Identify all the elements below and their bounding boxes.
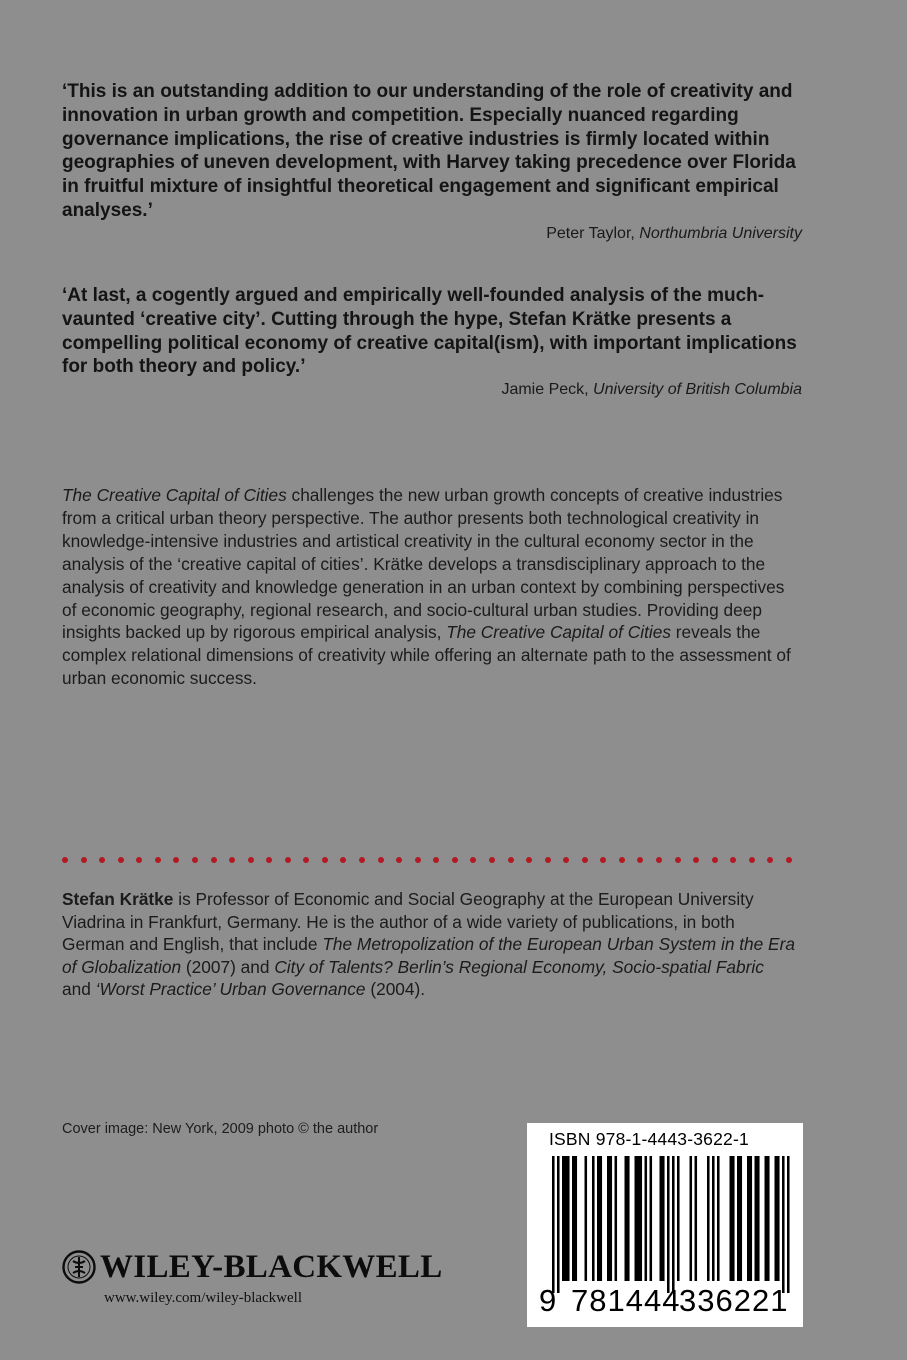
divider-dot (582, 857, 588, 863)
divider-dot (229, 857, 235, 863)
review-quote-1-attribution (62, 223, 802, 245)
divider-dot (545, 857, 551, 863)
isbn-barcode (527, 1123, 803, 1327)
barcode-bar (662, 1156, 665, 1281)
review-quote-2-attribution (62, 379, 802, 401)
barcode-bar (592, 1156, 595, 1281)
barcode-bar (562, 1156, 565, 1281)
barcode-bar (635, 1156, 638, 1281)
divider-dot (322, 857, 328, 863)
divider-dot (675, 857, 681, 863)
divider-dot (452, 857, 458, 863)
barcode-bar (765, 1156, 768, 1281)
author-bio (62, 888, 797, 1001)
barcode-bar (782, 1156, 785, 1293)
review-quote-1-affiliation: Northumbria University (639, 224, 802, 242)
divider-dot (340, 857, 346, 863)
barcode-bar (645, 1156, 648, 1281)
barcode-bar (767, 1156, 770, 1281)
barcode-bar (557, 1156, 560, 1293)
divider-dot (136, 857, 142, 863)
review-quote-2-affiliation: University of British Columbia (593, 381, 802, 399)
barcode-bar (597, 1156, 600, 1281)
review-quote-1-text: ‘This is an outstanding addition to our understanding of the role of creativity and innovation in urban growth and competition. Especially nuanced regarding governance implications, the rise of creative industries is firmly located within geographies of uneven development, with Harvey taking precedence over Florida in fruitful mixture of insightful theoretical engagement and significant empirical analyses.’ (62, 81, 796, 221)
barcode-bar (637, 1156, 640, 1281)
author-name: Stefan Krätke (62, 889, 174, 909)
barcode-bar (607, 1156, 610, 1281)
wiley-emblem-icon (62, 1248, 96, 1286)
divider-dot (248, 857, 254, 863)
author-bio-text-1: is Professor of Economic and Social Geography at the European University Viadrina in Frankfurt, Germany. He is the author of a wide variety of publications, in both German and English, that include (62, 889, 754, 955)
barcode-bar (585, 1156, 588, 1281)
divider-dot (192, 857, 198, 863)
divider-dot (730, 857, 736, 863)
review-quote-1 (62, 80, 802, 245)
author-book-2: City of Talents? Berlin’s Regional Economy, Socio-spatial Fabric (274, 956, 764, 977)
divider-dot (173, 857, 179, 863)
barcode-bar (615, 1156, 618, 1281)
barcode-bar (740, 1156, 743, 1281)
divider-dot (99, 857, 105, 863)
barcode-bar (717, 1156, 720, 1281)
book-title-repeat: The Creative Capital of Cities (446, 622, 671, 643)
review-quote-1-author: Peter Taylor, (546, 224, 635, 242)
author-bio-text-3: and (62, 979, 96, 1000)
barcode-bar (552, 1156, 555, 1293)
barcode-bar (695, 1156, 698, 1281)
divider-dot (211, 857, 217, 863)
book-description-text-2: reveals the complex relational dimensions of creativity while offering an alternate path to the assessment of urban economic success. (62, 622, 791, 689)
divider-dot (303, 857, 309, 863)
publisher-logo (62, 1245, 443, 1289)
divider-dot (285, 857, 291, 863)
barcode-bar (747, 1156, 750, 1281)
barcode-bar (640, 1156, 643, 1281)
divider-dot (637, 857, 643, 863)
barcode-bar (712, 1156, 715, 1281)
divider-dot (600, 857, 606, 863)
divider-dot (359, 857, 365, 863)
book-description-text-1: challenges the new urban growth concepts of creative industries from a critical urban theory perspective. The author presents both technological creativity in knowledge-intensive industries and artistical creativity in the cultural economy sector in the analysis of the ‘creative capital of cities’. Krätke develops a transdisciplinary approach to the analysis of creativity and knowledge generation in an urban context by combining perspectives of economic geography, regional research, and socio-cultural urban studies. Providing deep insights backed up by rigorous empirical analysis, (62, 485, 785, 643)
divider-dot (396, 857, 402, 863)
barcode-digits (527, 1283, 803, 1319)
divider-dot (266, 857, 272, 863)
author-book-2-subtitle: ‘Worst Practice’ Urban Governance (95, 979, 366, 1000)
barcode-bar (757, 1156, 760, 1281)
barcode-bar (750, 1156, 753, 1281)
barcode-bar (567, 1156, 570, 1281)
barcode-bar (565, 1156, 568, 1281)
barcode-lead-digit: 9 (539, 1283, 557, 1318)
divider-dot (619, 857, 625, 863)
barcode-bar (610, 1156, 613, 1281)
divider-dot (62, 857, 68, 863)
divider-dot (489, 857, 495, 863)
barcode-bar (627, 1156, 630, 1281)
barcode-bar (730, 1156, 733, 1281)
book-description (62, 484, 797, 690)
barcode-bar (737, 1156, 740, 1281)
publisher-name: WILEY-BLACKWELL (100, 1248, 443, 1285)
barcode-bar (625, 1156, 628, 1281)
author-bio-text-4: (2004). (365, 979, 426, 1000)
barcode-left-digits: 781444 (571, 1283, 681, 1318)
divider-dot (656, 857, 662, 863)
divider-dot (786, 857, 792, 863)
barcode-bar (667, 1156, 670, 1293)
divider-dot (155, 857, 161, 863)
divider-dot (712, 857, 718, 863)
review-quote-2-text: ‘At last, a cogently argued and empirically well-founded analysis of the much-vaunted ‘creative city’. Cutting through the hype, Stefan Krätke presents a compelling political economy of creative capital(ism), with important implications for both theory and policy.’ (62, 285, 797, 378)
barcode-bar (600, 1156, 603, 1281)
barcode-bar (660, 1156, 663, 1281)
review-quote-2 (62, 284, 802, 401)
barcode-bar (707, 1156, 710, 1281)
divider-dot (470, 857, 476, 863)
barcode-bar (650, 1156, 653, 1281)
barcode-bar (677, 1156, 680, 1281)
divider-dot (118, 857, 124, 863)
barcode-bar (775, 1156, 778, 1281)
book-title: The Creative Capital of Cities (62, 485, 287, 505)
barcode-bar (672, 1156, 675, 1293)
divider-dot (81, 857, 87, 863)
barcode-bar (732, 1156, 735, 1281)
barcode-bar (787, 1156, 790, 1293)
barcode-bar (572, 1156, 575, 1281)
author-bio-text-2: (2007) and (181, 956, 275, 977)
barcode-bar (755, 1156, 758, 1281)
divider-dot (378, 857, 384, 863)
divider-dot (526, 857, 532, 863)
divider-dot (767, 857, 773, 863)
barcode-bar (777, 1156, 780, 1281)
divider-dot (749, 857, 755, 863)
barcode-bar (690, 1156, 693, 1281)
divider-dot (415, 857, 421, 863)
author-book-1: The Metropolization of the European Urban System in the Era of Globalization (62, 934, 795, 977)
barcode-bar (575, 1156, 578, 1281)
divider-dot (563, 857, 569, 863)
review-quote-2-author: Jamie Peck, (501, 381, 589, 399)
divider-dot (433, 857, 439, 863)
dotted-divider (62, 855, 792, 865)
isbn-label: ISBN 978-1-4443-3622-1 (549, 1129, 749, 1149)
publisher-url: www.wiley.com/wiley-blackwell (104, 1290, 302, 1306)
cover-image-credit: Cover image: New York, 2009 photo © the author (62, 1121, 379, 1137)
barcode-right-digits: 336221 (679, 1283, 789, 1318)
divider-dot (693, 857, 699, 863)
divider-dot (508, 857, 514, 863)
